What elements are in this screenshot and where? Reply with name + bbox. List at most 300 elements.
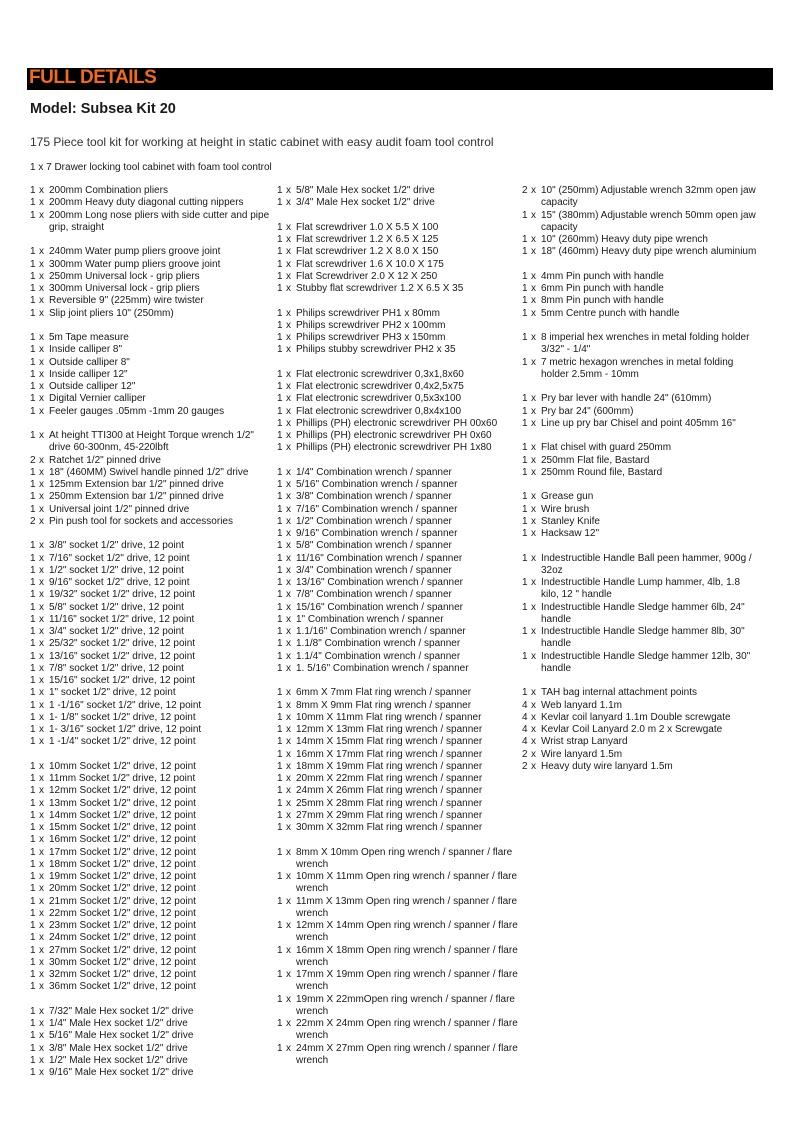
- item-quantity: 1: [30, 932, 36, 944]
- item-description: 9/16" Combination wrench / spanner: [296, 528, 458, 539]
- times-sign: x: [39, 246, 44, 258]
- times-sign: x: [39, 809, 44, 821]
- spacer: [30, 749, 274, 761]
- item-description: Web lanyard 1.1m: [541, 699, 622, 711]
- list-item: [30, 675, 274, 687]
- item-description: 7/16" socket 1/2" drive, 12 point: [49, 552, 190, 564]
- times-sign: x: [286, 319, 291, 331]
- item-quantity: 1: [30, 601, 36, 613]
- times-sign: x: [286, 393, 291, 405]
- item-quantity: 1: [277, 405, 283, 417]
- item-description: 1/2" Combination wrench / spanner: [296, 515, 452, 527]
- times-sign: x: [39, 601, 44, 613]
- list-item: [30, 516, 274, 528]
- times-sign: x: [286, 185, 291, 196]
- list-item: [30, 393, 274, 405]
- item-quantity: 1: [30, 246, 36, 258]
- item-description: 23mm Socket 1/2" drive, 12 point: [49, 920, 196, 931]
- item-quantity: 1: [522, 491, 528, 503]
- item-description: 11/16" Combination wrench / spanner: [296, 552, 463, 564]
- times-sign: x: [39, 907, 44, 919]
- item-description: 24mm Socket 1/2" drive, 12 point: [49, 932, 196, 944]
- times-sign: x: [39, 613, 44, 625]
- item-quantity: 1: [277, 197, 283, 209]
- item-description: 3/4" Combination wrench / spanner: [296, 564, 452, 576]
- item-quantity: 1: [30, 736, 36, 748]
- item-description: 16mm X 18mm Open ring wrench / spanner / flare wrench: [296, 944, 518, 968]
- item-description: Kevlar Coil Lanyard 2.0 m 2 x Screwgate: [541, 724, 723, 735]
- item-quantity: 1: [30, 503, 36, 515]
- item-description: Feeler gauges .05mm -1mm 20 gauges: [49, 405, 225, 417]
- item-description: 250mm Extension bar 1/2" pinned drive: [49, 491, 224, 503]
- item-quantity: 1: [522, 405, 528, 417]
- item-description: 12mm X 14mm Open ring wrench / spanner / flare wrench: [296, 920, 518, 944]
- list-item: [30, 957, 274, 969]
- list-item: [522, 553, 762, 578]
- spacer: [277, 834, 520, 846]
- item-quantity: 1: [30, 883, 36, 895]
- item-quantity: 1: [277, 748, 283, 760]
- list-item: [30, 406, 274, 418]
- list-item: [30, 1018, 274, 1030]
- times-sign: x: [531, 295, 536, 307]
- list-item: [277, 308, 520, 320]
- times-sign: x: [39, 981, 44, 993]
- times-sign: x: [39, 944, 44, 956]
- item-description: 25mm X 28mm Flat ring wrench / spanner: [296, 797, 483, 809]
- item-quantity: 1: [30, 711, 36, 723]
- times-sign: x: [39, 1030, 44, 1042]
- list-item: [30, 932, 274, 944]
- times-sign: x: [531, 687, 536, 699]
- item-quantity: 1: [30, 270, 36, 282]
- times-sign: x: [286, 895, 291, 907]
- times-sign: x: [531, 185, 536, 196]
- times-sign: x: [531, 515, 536, 527]
- list-item: [30, 785, 274, 797]
- list-item: [522, 418, 762, 430]
- item-description: 125mm Extension bar 1/2" pinned drive: [49, 479, 224, 490]
- list-item: [277, 271, 520, 283]
- item-description: Phillips (PH) electronic screwdriver PH 1x80: [296, 442, 492, 454]
- list-item: [277, 442, 520, 454]
- item-description: Phillips (PH) electronic screwdriver PH 0x60: [296, 430, 492, 441]
- times-sign: x: [286, 503, 291, 515]
- item-quantity: 1: [522, 454, 528, 466]
- list-item: [277, 479, 520, 491]
- item-quantity: 1: [277, 221, 283, 233]
- list-item: [277, 945, 520, 970]
- times-sign: x: [286, 736, 291, 748]
- item-quantity: 2: [30, 515, 36, 527]
- item-quantity: 1: [277, 1042, 283, 1054]
- item-description: Inside calliper 8": [49, 344, 123, 356]
- item-description: 1- 1/8" socket 1/2" drive, 12 point: [49, 711, 196, 723]
- item-quantity: 1: [277, 577, 283, 588]
- times-sign: x: [286, 613, 291, 625]
- times-sign: x: [39, 650, 44, 662]
- times-sign: x: [39, 626, 44, 637]
- item-quantity: 1: [277, 430, 283, 441]
- times-sign: x: [39, 283, 44, 294]
- item-description: 3/8" Combination wrench / spanner: [296, 491, 452, 503]
- times-sign: x: [286, 1042, 291, 1054]
- times-sign: x: [39, 773, 44, 784]
- list-item: [277, 589, 520, 601]
- times-sign: x: [531, 699, 536, 711]
- item-description: 20mm X 22mm Flat ring wrench / spanner: [296, 773, 483, 784]
- item-description: 1/2" Male Hex socket 1/2" drive: [49, 1054, 188, 1066]
- item-description: Line up pry bar Chisel and point 405mm 16": [541, 417, 736, 429]
- item-description: 240mm Water pump pliers groove joint: [49, 246, 221, 258]
- times-sign: x: [39, 430, 44, 441]
- times-sign: x: [39, 858, 44, 870]
- times-sign: x: [39, 197, 44, 209]
- times-sign: x: [286, 283, 291, 294]
- list-item: [30, 185, 274, 197]
- item-quantity: 1: [277, 528, 283, 539]
- list-item: [522, 749, 762, 761]
- list-item: [277, 577, 520, 589]
- times-sign: x: [39, 381, 44, 392]
- item-description: Outside calliper 8": [49, 356, 130, 368]
- list-item: [277, 871, 520, 896]
- item-description: 15mm Socket 1/2" drive, 12 point: [49, 822, 196, 833]
- item-quantity: 1: [277, 638, 283, 650]
- item-description: 200mm Heavy duty diagonal cutting nippers: [49, 197, 244, 209]
- item-description: TAH bag internal attachment points: [541, 687, 698, 699]
- item-quantity: 1: [277, 601, 283, 613]
- list-item: [277, 798, 520, 810]
- list-item: [277, 222, 520, 234]
- list-item: [522, 295, 762, 307]
- cabinet-line: 1 x 7 Drawer locking tool cabinet with foam tool control: [30, 162, 272, 173]
- list-item: [30, 700, 274, 712]
- list-item: [30, 724, 274, 736]
- times-sign: x: [286, 748, 291, 760]
- list-item: [277, 651, 520, 663]
- list-item: [522, 283, 762, 295]
- item-description: 14mm X 15mm Flat ring wrench / spanner: [296, 736, 483, 748]
- item-quantity: 1: [277, 711, 283, 723]
- list-item: [30, 467, 274, 479]
- times-sign: x: [39, 270, 44, 282]
- list-item: [277, 638, 520, 650]
- item-description: 18" (460mm) Heavy duty pipe wrench aluminium: [541, 246, 757, 258]
- item-quantity: 1: [522, 246, 528, 258]
- item-description: 4mm Pin punch with handle: [541, 270, 664, 282]
- list-item: [277, 418, 520, 430]
- spacer: [277, 295, 520, 307]
- item-description: 5m Tape measure: [49, 332, 129, 343]
- list-item: [30, 271, 274, 283]
- list-item: [522, 577, 762, 602]
- list-item: [522, 442, 762, 454]
- list-item: [277, 344, 520, 356]
- times-sign: x: [39, 969, 44, 980]
- list-item: [30, 369, 274, 381]
- item-description: 1/4" Combination wrench / spanner: [296, 466, 452, 478]
- times-sign: x: [39, 577, 44, 588]
- item-description: 32mm Socket 1/2" drive, 12 point: [49, 969, 196, 980]
- list-item: [277, 822, 520, 834]
- item-quantity: 1: [30, 724, 36, 735]
- list-item: [277, 614, 520, 626]
- list-item: [30, 712, 274, 724]
- item-quantity: 1: [277, 871, 283, 882]
- item-quantity: 1: [522, 577, 528, 588]
- list-item: [30, 920, 274, 932]
- list-item: [522, 406, 762, 418]
- item-quantity: 1: [30, 846, 36, 858]
- list-item: [30, 847, 274, 859]
- list-item: [30, 344, 274, 356]
- list-item: [522, 491, 762, 503]
- times-sign: x: [531, 748, 536, 760]
- item-quantity: 1: [277, 920, 283, 931]
- times-sign: x: [286, 430, 291, 441]
- item-description: Wrist strap Lanyard: [541, 736, 628, 748]
- list-item: [277, 700, 520, 712]
- list-item: [30, 479, 274, 491]
- times-sign: x: [39, 1005, 44, 1017]
- list-item: [30, 871, 274, 883]
- spacer: [522, 479, 762, 491]
- list-item: [30, 577, 274, 589]
- list-item: [30, 381, 274, 393]
- item-description: 1/2" socket 1/2" drive, 12 point: [49, 564, 184, 576]
- item-description: 13mm Socket 1/2" drive, 12 point: [49, 797, 196, 809]
- item-quantity: 1: [277, 442, 283, 454]
- list-item: [30, 1030, 274, 1042]
- list-item: [277, 320, 520, 332]
- item-quantity: 1: [277, 822, 283, 833]
- item-quantity: 1: [522, 417, 528, 429]
- item-quantity: 1: [277, 466, 283, 478]
- item-description: 15/16" Combination wrench / spanner: [296, 601, 463, 613]
- times-sign: x: [531, 711, 536, 723]
- item-description: 13/16" socket 1/2" drive, 12 point: [49, 650, 196, 662]
- item-quantity: 1: [30, 785, 36, 797]
- times-sign: x: [531, 332, 536, 343]
- times-sign: x: [286, 601, 291, 613]
- times-sign: x: [39, 920, 44, 931]
- list-item: [522, 736, 762, 748]
- item-description: 10" (260mm) Heavy duty pipe wrench: [541, 234, 708, 245]
- times-sign: x: [286, 846, 291, 858]
- item-description: 3/8" socket 1/2" drive, 12 point: [49, 540, 184, 552]
- item-description: 1" socket 1/2" drive, 12 point: [49, 687, 176, 699]
- times-sign: x: [531, 209, 536, 221]
- times-sign: x: [286, 368, 291, 380]
- times-sign: x: [531, 650, 536, 662]
- item-quantity: 1: [30, 1054, 36, 1066]
- list-item: [277, 1043, 520, 1068]
- times-sign: x: [39, 883, 44, 895]
- kit-description: 175 Piece tool kit for working at height in static cabinet with easy audit foam tool control: [30, 135, 494, 149]
- item-quantity: 1: [277, 1018, 283, 1029]
- list-item: [277, 687, 520, 699]
- list-item: [522, 761, 762, 773]
- list-item: [522, 308, 762, 320]
- item-quantity: 1: [30, 895, 36, 907]
- list-item: [522, 393, 762, 405]
- times-sign: x: [39, 332, 44, 343]
- item-description: 5/8" socket 1/2" drive, 12 point: [49, 601, 184, 613]
- item-description: 19mm Socket 1/2" drive, 12 point: [49, 871, 196, 882]
- list-item: [522, 516, 762, 528]
- times-sign: x: [286, 270, 291, 282]
- item-description: 3/4" Male Hex socket 1/2" drive: [296, 197, 435, 209]
- item-description: 300mm Universal lock - grip pliers: [49, 283, 200, 294]
- item-quantity: 1: [30, 381, 36, 392]
- item-description: 300mm Water pump pliers groove joint: [49, 258, 221, 270]
- item-description: 6mm Pin punch with handle: [541, 283, 664, 294]
- spacer: [522, 381, 762, 393]
- item-quantity: 1: [277, 503, 283, 515]
- item-quantity: 1: [30, 834, 36, 846]
- item-quantity: 1: [277, 589, 283, 601]
- list-item: [522, 185, 762, 210]
- item-quantity: 2: [522, 760, 528, 772]
- times-sign: x: [531, 760, 536, 772]
- times-sign: x: [39, 295, 44, 307]
- item-description: 250mm Flat file, Bastard: [541, 454, 650, 466]
- times-sign: x: [286, 711, 291, 723]
- times-sign: x: [286, 528, 291, 539]
- times-sign: x: [286, 1018, 291, 1029]
- item-description: 250mm Round file, Bastard: [541, 466, 663, 478]
- times-sign: x: [531, 356, 536, 368]
- item-quantity: 1: [30, 283, 36, 294]
- list-item: [277, 920, 520, 945]
- times-sign: x: [286, 221, 291, 233]
- item-quantity: 1: [522, 626, 528, 637]
- item-description: Flat electronic screwdriver 0,5x3x100: [296, 393, 462, 405]
- item-quantity: 1: [277, 307, 283, 319]
- item-quantity: 1: [30, 258, 36, 270]
- times-sign: x: [531, 736, 536, 748]
- item-quantity: 1: [277, 540, 283, 552]
- item-description: 1- 3/16" socket 1/2" drive, 12 point: [49, 724, 202, 735]
- list-item: [277, 565, 520, 577]
- item-description: 1.1/4" Combination wrench / spanner: [296, 650, 461, 662]
- item-quantity: 1: [30, 969, 36, 980]
- times-sign: x: [39, 540, 44, 552]
- list-item: [30, 332, 274, 344]
- times-sign: x: [286, 773, 291, 784]
- spacer: [522, 259, 762, 271]
- list-item: [277, 381, 520, 393]
- list-item: [277, 749, 520, 761]
- times-sign: x: [39, 1042, 44, 1054]
- item-quantity: 1: [277, 785, 283, 797]
- item-quantity: 1: [30, 564, 36, 576]
- item-quantity: 1: [30, 871, 36, 882]
- item-description: 8 imperial hex wrenches in metal folding holder 3/32" - 1/4": [541, 332, 750, 356]
- item-quantity: 1: [277, 393, 283, 405]
- item-description: Indestructible Handle Ball peen hammer, 900g / 32oz: [541, 552, 752, 576]
- item-description: Slip joint pliers 10" (250mm): [49, 307, 174, 319]
- times-sign: x: [286, 699, 291, 711]
- list-item: [277, 712, 520, 724]
- list-item: [277, 540, 520, 552]
- times-sign: x: [286, 381, 291, 392]
- list-item: [30, 908, 274, 920]
- list-item: [522, 467, 762, 479]
- list-item: [30, 491, 274, 503]
- item-description: Grease gun: [541, 491, 594, 503]
- item-description: 24mm X 26mm Flat ring wrench / spanner: [296, 785, 483, 797]
- item-description: 27mm Socket 1/2" drive, 12 point: [49, 944, 196, 956]
- list-item: [522, 687, 762, 699]
- item-quantity: 1: [277, 479, 283, 490]
- item-description: Philips screwdriver PH2 x 100mm: [296, 319, 446, 331]
- item-quantity: 1: [30, 699, 36, 711]
- item-quantity: 1: [277, 332, 283, 343]
- item-description: 5/16" Male Hex socket 1/2" drive: [49, 1030, 194, 1042]
- list-item: [522, 712, 762, 724]
- item-description: Philips screwdriver PH1 x 80mm: [296, 307, 440, 319]
- item-quantity: 1: [277, 797, 283, 809]
- item-description: Indestructible Handle Sledge hammer 8lb, 30" handle: [541, 626, 745, 650]
- item-description: 12mm Socket 1/2" drive, 12 point: [49, 785, 196, 797]
- item-quantity: 1: [30, 822, 36, 833]
- list-item: [277, 369, 520, 381]
- times-sign: x: [39, 638, 44, 650]
- item-quantity: 1: [30, 650, 36, 662]
- list-item: [277, 663, 520, 675]
- times-sign: x: [286, 540, 291, 552]
- times-sign: x: [39, 307, 44, 319]
- item-quantity: 1: [522, 528, 528, 539]
- times-sign: x: [39, 405, 44, 417]
- list-item: [522, 724, 762, 736]
- times-sign: x: [39, 822, 44, 833]
- list-item: [277, 761, 520, 773]
- times-sign: x: [286, 479, 291, 490]
- list-item: [30, 822, 274, 834]
- times-sign: x: [286, 993, 291, 1005]
- item-quantity: 1: [522, 356, 528, 368]
- times-sign: x: [286, 638, 291, 650]
- item-quantity: 1: [277, 846, 283, 858]
- item-description: 11mm X 13mm Open ring wrench / spanner / flare wrench: [296, 895, 518, 919]
- item-description: Indestructible Handle Sledge hammer 12lb, 30" handle: [541, 650, 751, 674]
- times-sign: x: [286, 577, 291, 588]
- item-quantity: 1: [30, 589, 36, 601]
- item-quantity: 2: [522, 185, 528, 196]
- list-item: [277, 504, 520, 516]
- item-description: 10mm Socket 1/2" drive, 12 point: [49, 760, 196, 772]
- times-sign: x: [286, 417, 291, 429]
- item-quantity: 1: [277, 650, 283, 662]
- list-item: [30, 565, 274, 577]
- item-description: At height TTI300 at Height Torque wrench 1/2" drive 60-300nm, 45-220lbft: [49, 430, 254, 454]
- item-quantity: 1: [30, 858, 36, 870]
- item-quantity: 1: [277, 552, 283, 564]
- item-quantity: 1: [277, 368, 283, 380]
- times-sign: x: [39, 479, 44, 490]
- item-quantity: 1: [522, 283, 528, 294]
- times-sign: x: [286, 442, 291, 454]
- item-description: Pry bar lever with handle 24" (610mm): [541, 393, 712, 405]
- item-quantity: 1: [30, 981, 36, 993]
- item-description: 1 -1/4" socket 1/2" drive, 12 point: [49, 736, 196, 748]
- times-sign: x: [39, 515, 44, 527]
- item-description: Flat Screwdriver 2.0 X 12 X 250: [296, 270, 438, 282]
- list-item: [277, 430, 520, 442]
